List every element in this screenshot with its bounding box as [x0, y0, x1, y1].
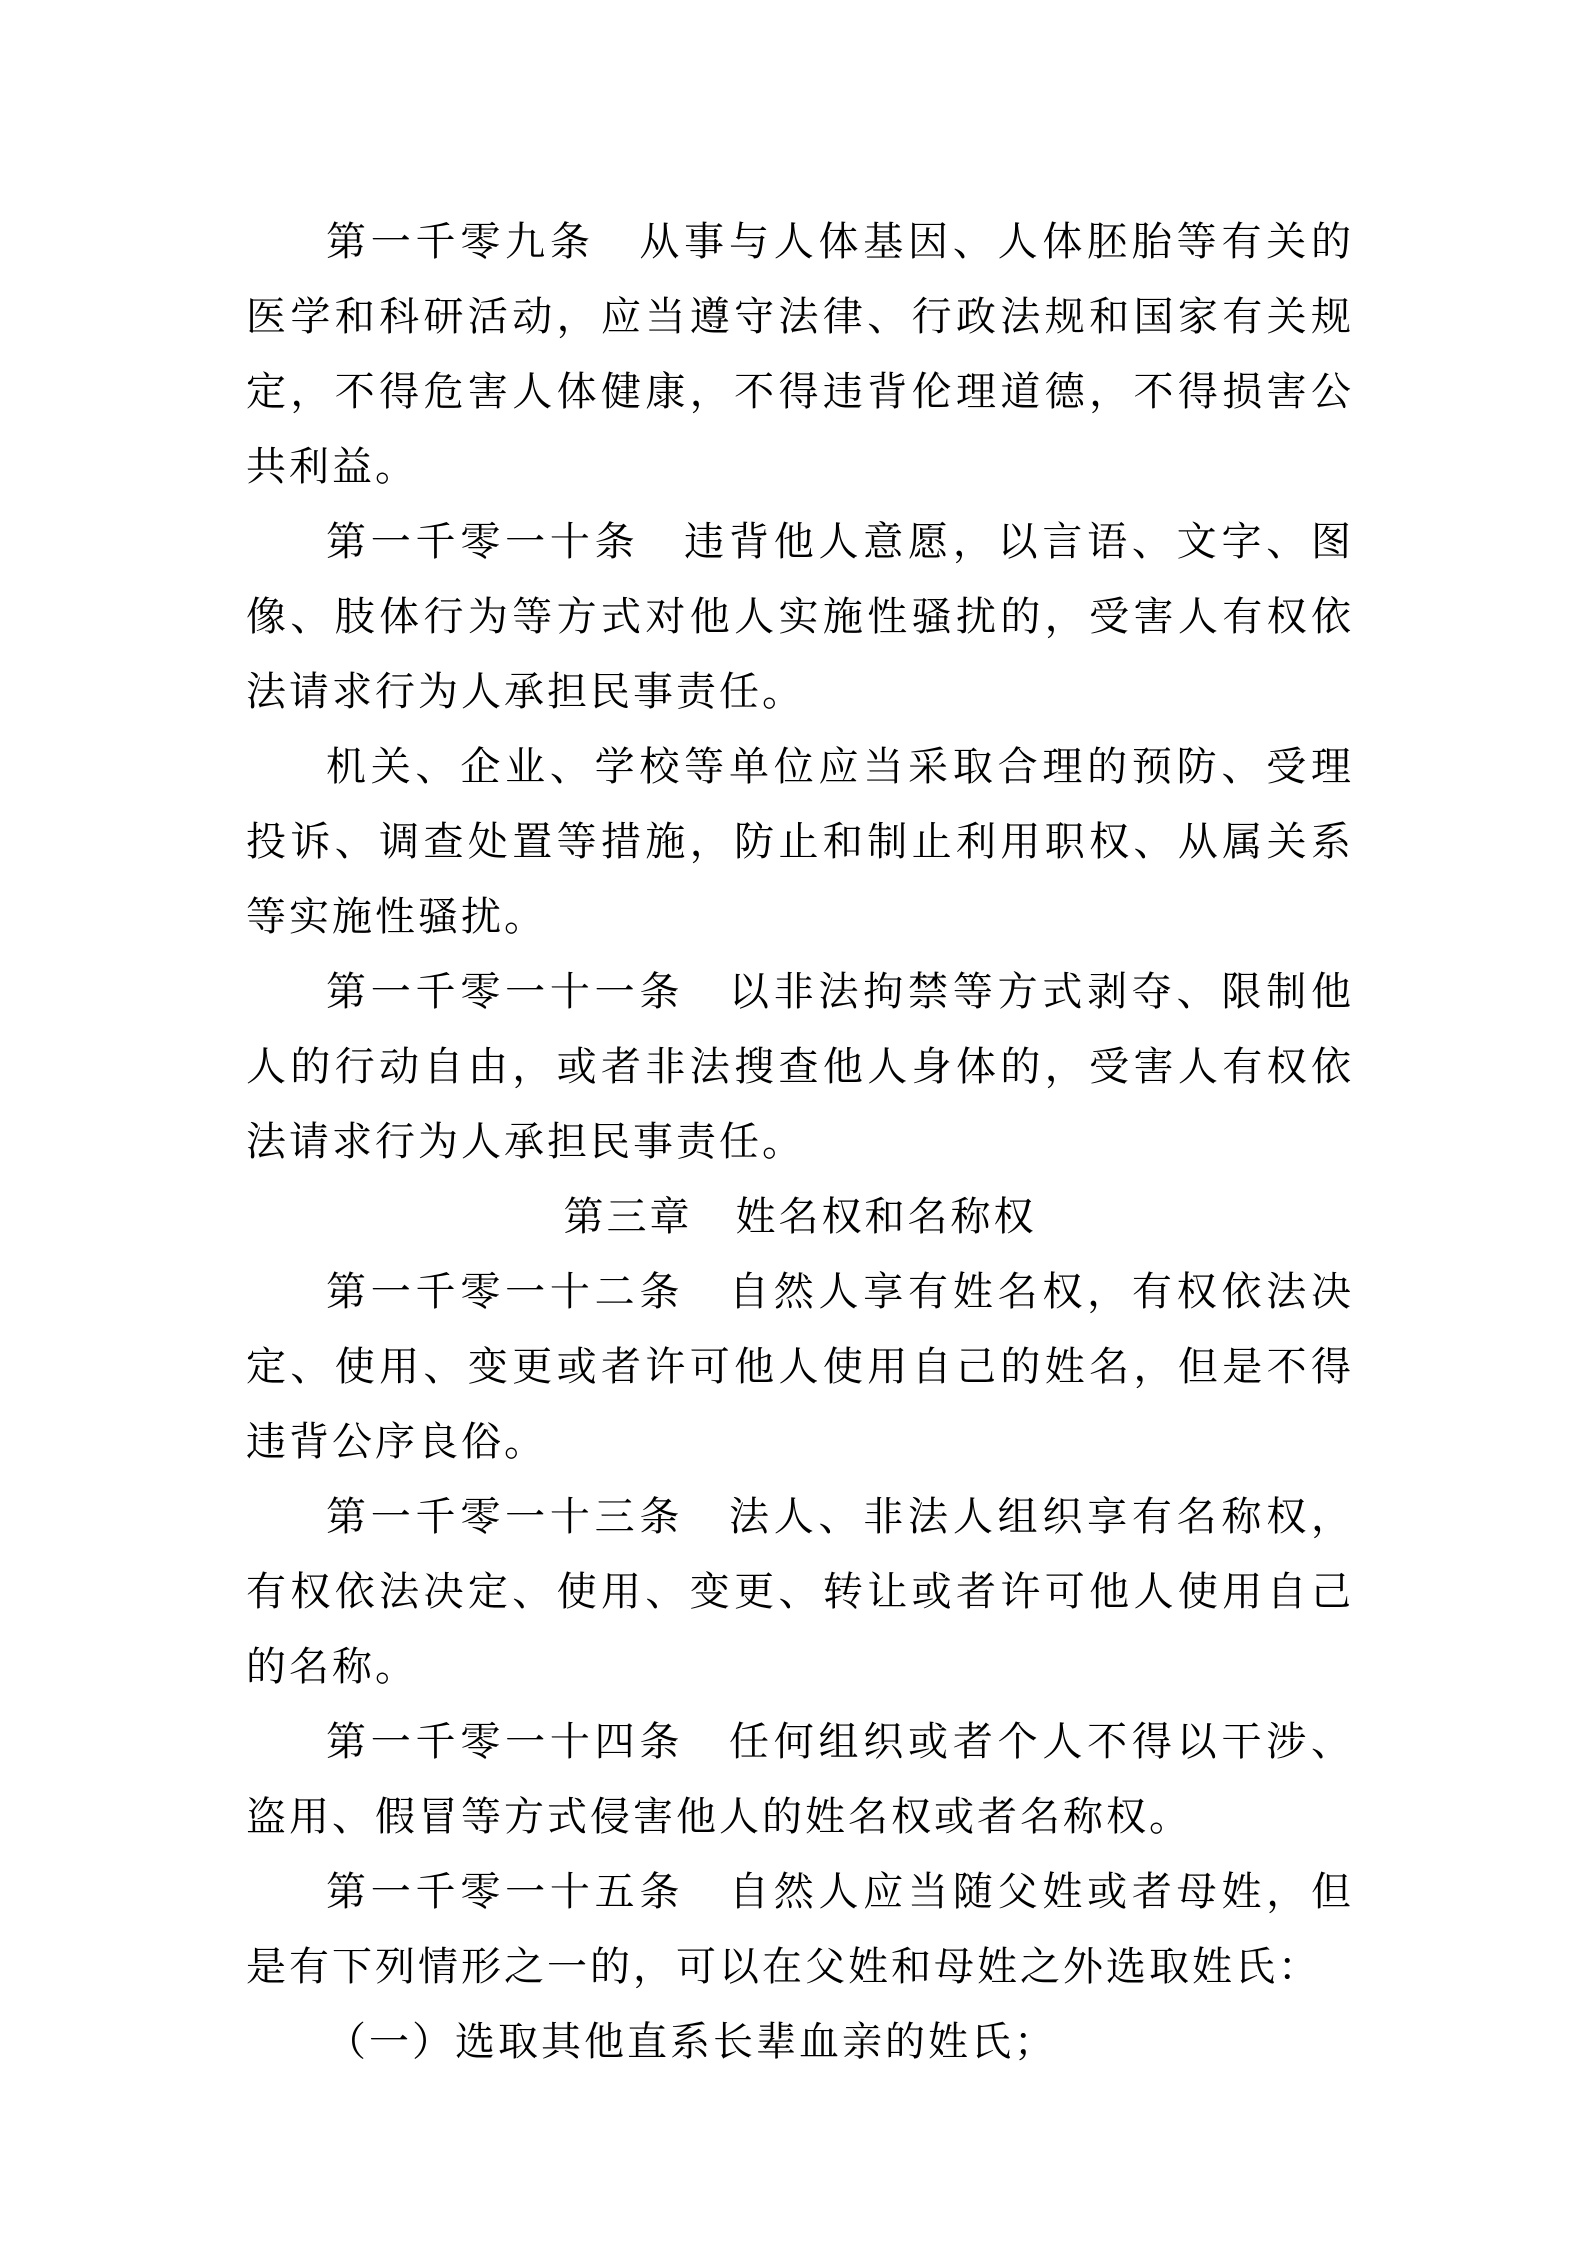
article-1010: 第一千零一十条 违背他人意愿，以言语、文字、图像、肢体行为等方式对他人实施性骚扰的，受害人有权依法请求行为人承担民事责任。: [246, 519, 1354, 715]
document-page: [246, 205, 1354, 2080]
chapter-heading: 第三章 姓名权和名称权: [563, 1194, 1037, 1240]
article-1012: 第一千零一十二条 自然人享有姓名权，有权依法决定、使用、变更或者许可他人使用自己的姓名，但是不得违背公序良俗。: [246, 1269, 1354, 1465]
article-1014: 第一千零一十四条 任何组织或者个人不得以干涉、盗用、假冒等方式侵害他人的姓名权或者名称权。: [246, 1719, 1354, 1840]
article-1015: 第一千零一十五条 自然人应当随父姓或者母姓，但是有下列情形之一的，可以在父姓和母姓之外选取姓氏：: [246, 1869, 1354, 1990]
article-1013: 第一千零一十三条 法人、非法人组织享有名称权，有权依法决定、使用、变更、转让或者许可他人使用自己的名称。: [246, 1494, 1354, 1690]
article-1011: 第一千零一十一条 以非法拘禁等方式剥夺、限制他人的行动自由，或者非法搜查他人身体的，受害人有权依法请求行为人承担民事责任。: [246, 969, 1354, 1165]
article-1010-clause-2: 机关、企业、学校等单位应当采取合理的预防、受理投诉、调查处置等措施，防止和制止利用职权、从属关系等实施性骚扰。: [246, 744, 1354, 940]
article-1015-item-1: （一）选取其他直系长辈血亲的姓氏；: [326, 2019, 1057, 2065]
article-1009: 第一千零九条 从事与人体基因、人体胚胎等有关的医学和科研活动，应当遵守法律、行政法规和国家有关规定，不得危害人体健康，不得违背伦理道德，不得损害公共利益。: [246, 219, 1354, 490]
